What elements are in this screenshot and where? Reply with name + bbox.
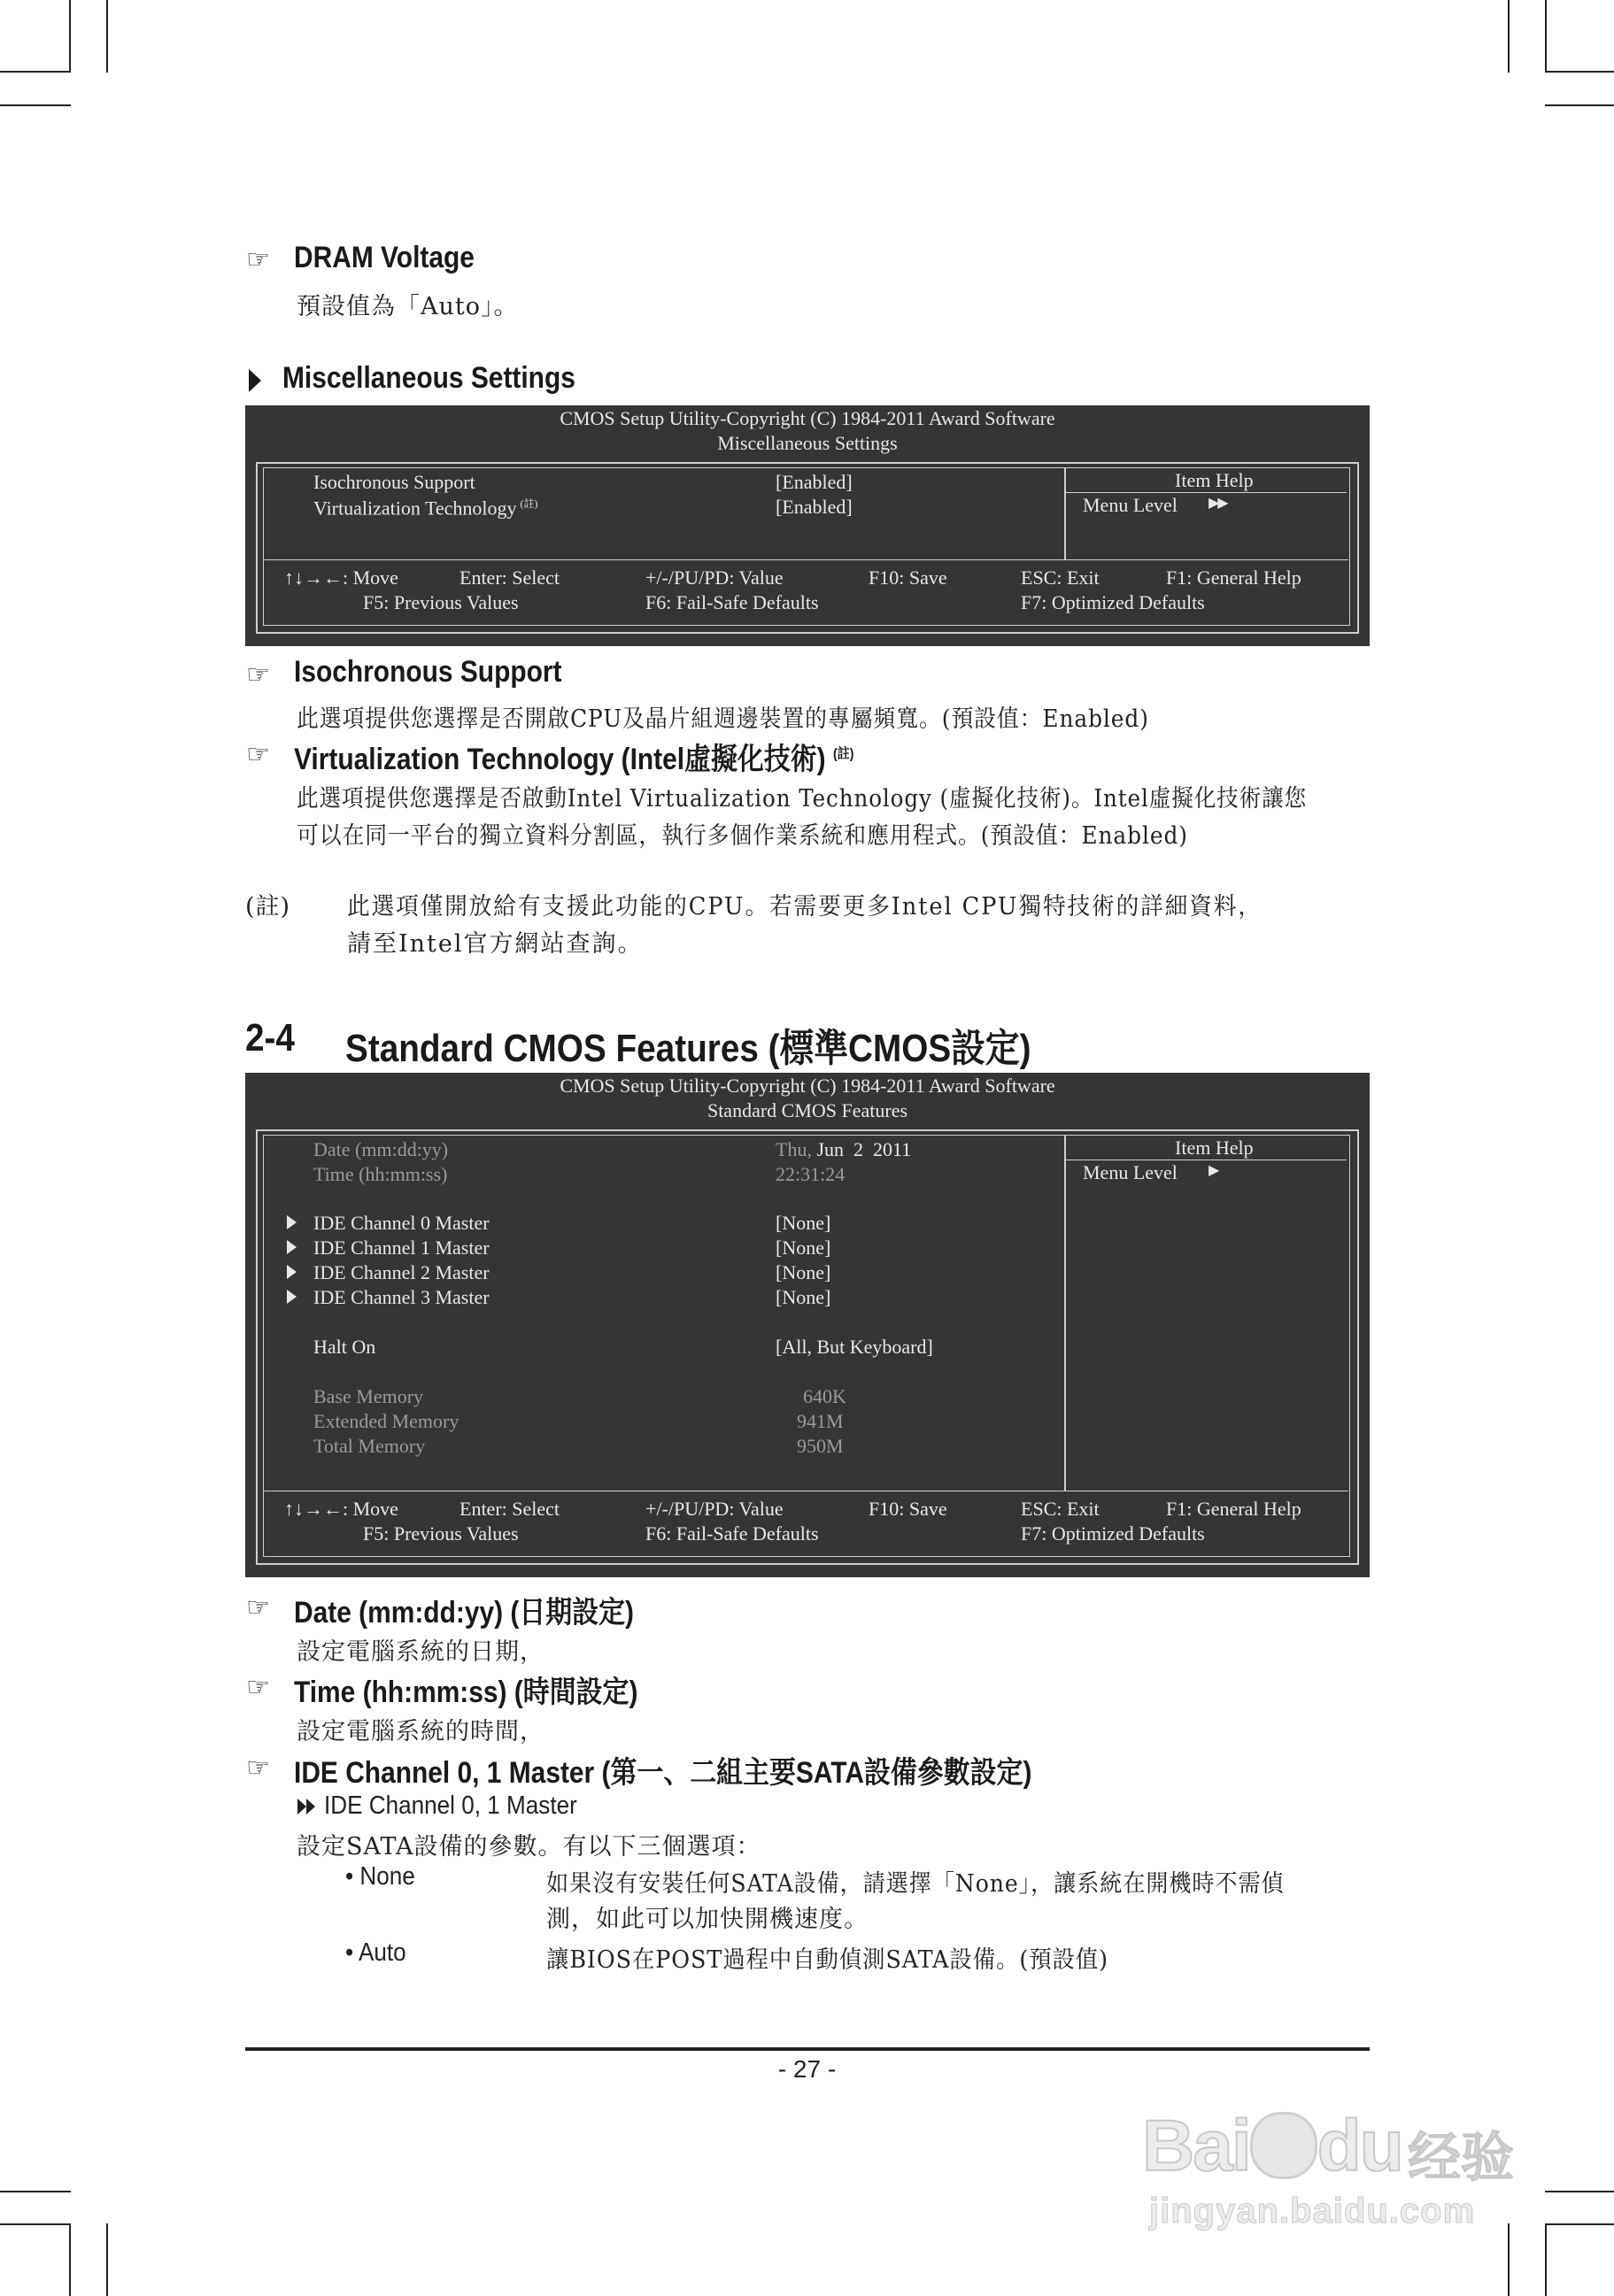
section-number: 2-4 (245, 1016, 295, 1059)
halt-on-value[interactable]: [All, But Keyboard] (776, 1336, 933, 1358)
footer-move: ↑↓→←: Move (284, 566, 398, 589)
ide-item-desc: 設定SATA設備的參數。有以下三個選項： (297, 1833, 761, 1861)
footer-enter: Enter: Select (459, 566, 560, 589)
date-label: Date (mm:dd:yy) (313, 1138, 449, 1160)
submenu-arrow-icon (287, 1290, 297, 1304)
footer-failsafe: F6: Fail-Safe Defaults (645, 1522, 819, 1545)
date-item-desc: 設定電腦系統的日期， (297, 1638, 544, 1666)
halt-on-label[interactable]: Halt On (313, 1336, 376, 1358)
watermark-cn: 经验 (1408, 2127, 1514, 2189)
note-marker: (註) (832, 746, 854, 762)
dram-voltage-desc: 預設值為「Auto」。 (297, 293, 519, 320)
isochronous-desc: 此選項提供您選擇是否開啟CPU及晶片組週邊裝置的專屬頻寬。(預設值：Enabled) (297, 705, 1149, 733)
bios-help-divider (1064, 1136, 1066, 1491)
bios-header-title: Standard CMOS Features (707, 1099, 908, 1121)
crop-mark (1545, 104, 1614, 106)
pointer-hand-icon: ☞ (246, 739, 270, 770)
footer-move: ↑↓→←: Move (284, 1498, 398, 1520)
time-item-title: Time (hh:mm:ss) (時間設定) (294, 1676, 638, 1709)
ide-channel-label[interactable]: IDE Channel 0 Master (313, 1212, 490, 1234)
memory-value: 640K (803, 1385, 846, 1407)
ide-channel-label[interactable]: IDE Channel 1 Master (313, 1237, 490, 1259)
option-none-desc-line1: 如果沒有安裝任何SATA設備，請選擇「None」，讓系統在開機時不需偵 (546, 1870, 1285, 1898)
submenu-arrow-icon (287, 1240, 297, 1254)
pointer-hand-icon: ☞ (246, 659, 270, 690)
ide-channel-value[interactable]: [None] (776, 1286, 831, 1308)
bios-header-copyright: CMOS Setup Utility-Copyright (C) 1984-2011 Award Software (560, 407, 1055, 429)
crop-mark (69, 0, 71, 73)
bios-header-copyright: CMOS Setup Utility-Copyright (C) 1984-2011 Award Software (560, 1075, 1055, 1097)
note-line2: 請至Intel官方網站查詢。 (347, 930, 644, 958)
submenu-arrow-icon (287, 1265, 297, 1279)
ide-channel-label[interactable]: IDE Channel 3 Master (313, 1286, 490, 1308)
menu-level-arrow-icon: ▶ (1209, 1163, 1220, 1178)
footer-optimized: F7: Optimized Defaults (1021, 1522, 1205, 1545)
crop-mark (1508, 0, 1510, 73)
footer-save: F10: Save (869, 1498, 947, 1520)
crop-mark (0, 104, 71, 106)
ide-channel-value[interactable]: [None] (776, 1212, 831, 1234)
baidu-watermark (1142, 2096, 1532, 2238)
date-date: Jun 2 2011 (816, 1138, 912, 1160)
crop-mark (106, 0, 108, 73)
footer-exit: ESC: Exit (1021, 566, 1100, 589)
crop-mark (0, 2223, 71, 2225)
memory-label: Base Memory (313, 1385, 424, 1407)
footer-optimized: F7: Optimized Defaults (1021, 591, 1205, 613)
note-line1: 此選項僅開放給有支援此功能的CPU。若需要更多Intel CPU獨特技術的詳細資料， (347, 893, 1263, 921)
pointer-hand-icon: ☞ (246, 1753, 270, 1784)
bios-item-label[interactable]: Isochronous Support (313, 471, 475, 493)
pointer-hand-icon: ☞ (246, 1672, 270, 1703)
option-auto-desc: 讓BIOS在POST過程中自動偵測SATA設備。(預設值) (546, 1946, 1109, 1974)
note-marker: (註) (520, 497, 538, 510)
footer-help: F1: General Help (1166, 1498, 1301, 1520)
crop-mark (0, 2191, 71, 2192)
ide-channel-value[interactable]: [None] (776, 1237, 831, 1259)
option-none-desc-line2: 測，如此可以加快開機速度。 (546, 1906, 869, 1933)
footer-value: +/-/PU/PD: Value (645, 1498, 784, 1520)
time-item-desc: 設定電腦系統的時間， (297, 1718, 544, 1745)
footer-failsafe: F6: Fail-Safe Defaults (645, 591, 819, 613)
submenu-arrow-icon (287, 1215, 297, 1229)
ide-item-title: IDE Channel 0, 1 Master (第一、二組主要SATA設備參數設定) (294, 1756, 1032, 1790)
footer-save: F10: Save (869, 566, 947, 589)
double-arrow-icon (297, 1797, 319, 1816)
dram-voltage-title: DRAM Voltage (294, 241, 475, 274)
ide-item-sub: IDE Channel 0, 1 Master (324, 1791, 577, 1820)
crop-mark (1545, 2223, 1614, 2225)
bios-misc-screen (245, 405, 1370, 646)
bios-header-title: Miscellaneous Settings (717, 432, 898, 454)
misc-settings-heading: Miscellaneous Settings (282, 361, 575, 395)
footer-help: F1: General Help (1166, 566, 1301, 589)
bios-standard-screen (245, 1073, 1370, 1577)
date-value[interactable] (776, 1138, 911, 1161)
menu-level-arrows-icon: ▶▶ (1209, 496, 1227, 511)
crop-mark (0, 71, 71, 73)
memory-value: 941M (797, 1410, 844, 1432)
watermark-url: jingyan.baidu.com (1149, 2192, 1476, 2231)
pointer-hand-icon: ☞ (246, 244, 270, 275)
virtualization-desc-line1: 此選項提供您選擇是否啟動Intel Virtualization Technology (虛擬化技術)。Intel虛擬化技術讓您 (297, 785, 1308, 813)
virtualization-title: Virtualization Technology (Intel虛擬化技術) $^{(註)}$ (294, 743, 854, 776)
crop-mark (1545, 2191, 1614, 2192)
section-title: Standard CMOS Features (標準CMOS設定) (345, 1027, 1031, 1070)
footer-rule (245, 2047, 1370, 2051)
watermark-brand: Bai du (1142, 2106, 1402, 2186)
crop-mark (1545, 0, 1547, 73)
time-label: Time (hh:mm:ss) (313, 1163, 448, 1185)
footer-exit: ESC: Exit (1021, 1498, 1100, 1520)
virtualization-desc-line2: 可以在同一平台的獨立資料分割區，執行多個作業系統和應用程式。(預設值：Enabled) (297, 822, 1188, 850)
memory-label: Total Memory (313, 1435, 426, 1457)
note-label: (註) (245, 893, 291, 921)
footer-previous: F5: Previous Values (363, 1522, 519, 1545)
bios-item-value[interactable]: [Enabled] (776, 496, 853, 518)
crop-mark (106, 2223, 108, 2296)
memory-value: 950M (797, 1435, 844, 1457)
section-arrow-icon (249, 369, 261, 392)
bios-item-value[interactable]: [Enabled] (776, 471, 853, 493)
menu-level-label: Menu Level (1083, 1161, 1178, 1183)
menu-level-label: Menu Level (1083, 494, 1178, 516)
footer-enter: Enter: Select (459, 1498, 560, 1520)
bios-help-divider (1064, 468, 1066, 560)
crop-mark (1545, 71, 1614, 73)
option-auto-name: • Auto (345, 1938, 406, 1967)
memory-label: Extended Memory (313, 1410, 459, 1432)
date-item-title: Date (mm:dd:yy) (日期設定) (294, 1596, 634, 1630)
crop-mark (69, 2223, 71, 2296)
ide-channel-label[interactable]: IDE Channel 2 Master (313, 1261, 490, 1283)
ide-channel-value[interactable]: [None] (776, 1261, 831, 1283)
crop-mark (1545, 2223, 1547, 2296)
bios-help-underline (1065, 492, 1347, 493)
bios-footer-divider (263, 559, 1348, 560)
pointer-hand-icon: ☞ (246, 1592, 270, 1623)
date-day: Thu, (776, 1138, 812, 1160)
option-none-name: • None (345, 1862, 415, 1891)
footer-value: +/-/PU/PD: Value (645, 566, 784, 589)
paw-icon (1250, 2112, 1317, 2179)
item-help-label: Item Help (1175, 1136, 1254, 1159)
item-help-label: Item Help (1175, 469, 1254, 491)
footer-previous: F5: Previous Values (363, 591, 519, 613)
bios-item-label[interactable]: Virtualization Technology $^{(註)}$ (313, 497, 538, 520)
page-number: - 27 - (777, 2055, 837, 2083)
isochronous-title: Isochronous Support (294, 655, 562, 689)
time-value[interactable]: 22:31:24 (776, 1163, 846, 1185)
